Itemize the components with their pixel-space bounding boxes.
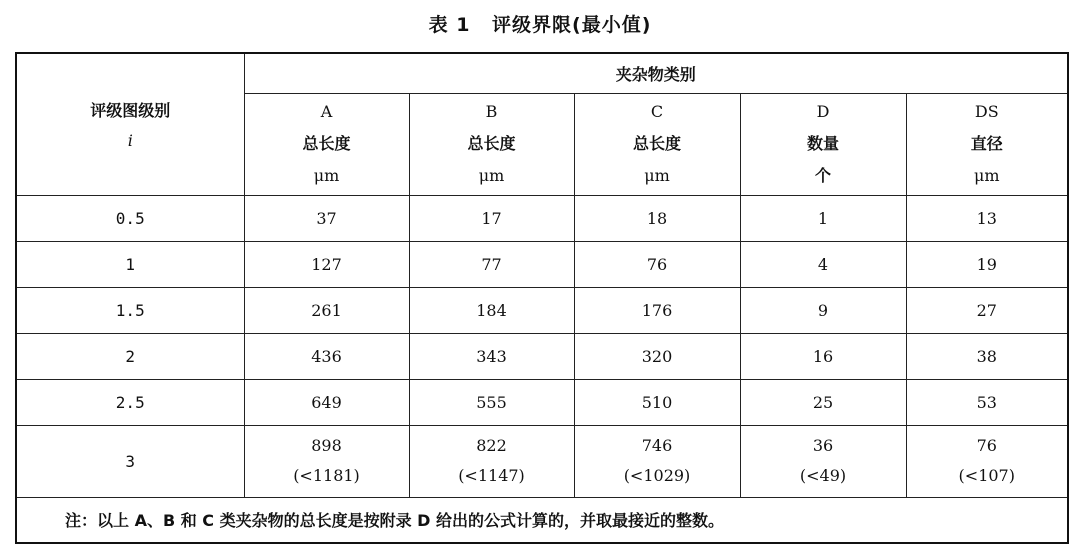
value: 898: [311, 436, 342, 455]
value-cell-b: 184: [409, 287, 574, 333]
value-cell-d: 16: [740, 333, 906, 379]
column-letter: D: [816, 102, 830, 121]
value-cell-a: 649: [244, 379, 409, 425]
table-title: 评级界限(最小值): [492, 14, 652, 36]
column-header-b: [409, 93, 574, 195]
value-cell-a: 261: [244, 287, 409, 333]
value-cell-b: [409, 425, 574, 497]
grade-cell: 2.5: [16, 379, 244, 425]
table-note: 注：以上 A、B 和 C 类夹杂物的总长度是按附录 D 给出的公式计算的，并取最接近的整数。: [16, 497, 1068, 543]
value-cell-b: 555: [409, 379, 574, 425]
rating-limits-table: [15, 52, 1069, 544]
column-unit: μm: [313, 166, 340, 185]
value-cell-d: 25: [740, 379, 906, 425]
table-row: [16, 287, 1068, 333]
column-unit: 个: [814, 166, 831, 185]
value-cell-a: 127: [244, 241, 409, 287]
value-cell-b: 17: [409, 195, 574, 241]
grade-cell: 2: [16, 333, 244, 379]
grade-cell: 1: [16, 241, 244, 287]
value-cell-d: 4: [740, 241, 906, 287]
table-row: [16, 333, 1068, 379]
column-unit: μm: [478, 166, 505, 185]
grade-cell: 0.5: [16, 195, 244, 241]
value-cell-c: 18: [574, 195, 740, 241]
column-quantity: 数量: [806, 134, 839, 153]
value-cell-d: 9: [740, 287, 906, 333]
value-cell-c: [574, 425, 740, 497]
value: 76: [976, 436, 997, 455]
column-quantity: 直径: [970, 134, 1003, 153]
value-cell-b: 343: [409, 333, 574, 379]
column-header-a: [244, 93, 409, 195]
limit: (<49): [799, 466, 847, 485]
value-cell-d: 1: [740, 195, 906, 241]
column-unit: μm: [973, 166, 1000, 185]
column-header-d: [740, 93, 906, 195]
value-cell-ds: [906, 425, 1068, 497]
value-cell-ds: 53: [906, 379, 1068, 425]
column-letter: B: [485, 102, 498, 121]
column-unit: μm: [644, 166, 670, 185]
grade-column-header: [16, 53, 244, 195]
value-cell-a: 436: [244, 333, 409, 379]
value-cell-ds: 13: [906, 195, 1068, 241]
column-letter: A: [320, 102, 333, 121]
limit: (<1029): [623, 466, 691, 485]
grade-cell: 1.5: [16, 287, 244, 333]
limit: (<107): [958, 466, 1015, 485]
column-header-ds: [906, 93, 1068, 195]
table-number: 表 1: [428, 14, 471, 36]
value-cell-c: 176: [574, 287, 740, 333]
value-cell-c: 76: [574, 241, 740, 287]
grade-variable-label: i: [127, 131, 133, 151]
value-cell-a: 37: [244, 195, 409, 241]
table-caption: [0, 10, 1080, 37]
column-letter: C: [650, 102, 664, 121]
table-row: [16, 241, 1068, 287]
value-cell-a: [244, 425, 409, 497]
value: 822: [476, 436, 507, 455]
column-letter: DS: [974, 102, 999, 121]
inclusion-category-header: 夹杂物类别: [244, 53, 1068, 93]
grade-header-label: 评级图级别: [90, 101, 171, 121]
value: 746: [641, 436, 673, 455]
value-cell-c: 510: [574, 379, 740, 425]
table-row: [16, 379, 1068, 425]
value-cell-ds: 19: [906, 241, 1068, 287]
limit: (<1147): [458, 466, 525, 485]
column-header-c: [574, 93, 740, 195]
note-row: [16, 497, 1068, 543]
table-row-grade-3: [16, 425, 1068, 497]
column-quantity: 总长度: [467, 134, 516, 153]
column-quantity: 总长度: [632, 134, 681, 153]
grade-cell: 3: [16, 425, 244, 497]
value-cell-ds: 38: [906, 333, 1068, 379]
value-cell-b: 77: [409, 241, 574, 287]
value-cell-c: 320: [574, 333, 740, 379]
limit: (<1181): [293, 466, 360, 485]
header-row-group: [16, 53, 1068, 93]
column-quantity: 总长度: [302, 134, 351, 153]
value: 36: [812, 436, 834, 455]
value-cell-ds: 27: [906, 287, 1068, 333]
table-row: [16, 195, 1068, 241]
value-cell-d: [740, 425, 906, 497]
